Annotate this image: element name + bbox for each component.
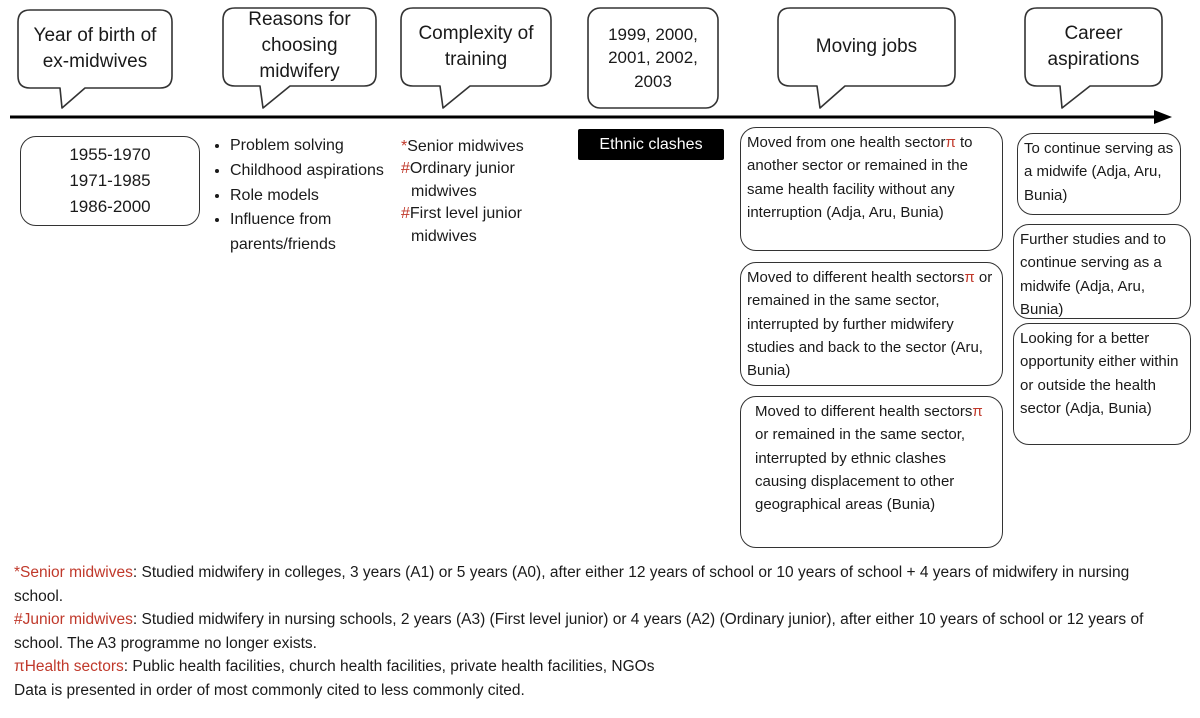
moving-text: or remained in the same sector, interrupted by ethnic clashes causing displacement to other geographical areas (Bunia) [755,426,966,513]
note-order: Data is presented in order of most commonly cited to less commonly cited. [14,681,525,699]
career-aspiration-box: Looking for a better opportunity either within or outside the health sector (Adja, Bunia) [1013,323,1191,445]
training-item [401,203,561,248]
health-sector-mark: π [972,403,983,420]
birth-year-item: 1955-1970 [69,145,151,164]
training-list [401,136,561,248]
career-aspiration-box: To continue serving as a midwife (Adja, Aru, Bunia) [1017,133,1181,215]
reason-item: • Influence from parents/friends [230,208,400,258]
moving-jobs-box [740,396,1003,548]
callout-reasons: Reasons for choosing midwifery [248,8,351,83]
reason-item: • Problem solving [230,134,400,159]
footnotes [14,561,1174,702]
health-sector-mark: π [945,134,956,151]
birth-years-box [20,136,200,226]
moving-text: to another sector or remained in the same health facility without any interruption (Adja, Aru, Bunia) [747,134,973,221]
training-mark: # [401,160,410,178]
callout-years: 1999, 2000, 2001, 2002, 2003 [608,24,698,91]
health-sector-mark: π [964,269,975,286]
timeline-arrowhead [1154,110,1172,124]
training-label: First level junior midwives [409,205,522,245]
training-label: Ordinary junior midwives [409,160,515,200]
training-item [401,158,561,203]
moving-text: Moved from one health sector [747,134,946,151]
callout-moving-jobs: Moving jobs [815,35,918,57]
reason-item: • Childhood aspirations [230,159,400,184]
note-junior [14,608,1174,655]
ethnic-clashes-badge: Ethnic clashes [578,129,724,160]
note-health-label: πHealth sectors [14,658,124,676]
training-item [401,136,561,158]
note-junior-label: #Junior midwives [14,611,133,629]
birth-year-item: 1971-1985 [69,171,151,190]
reason-item: • Role models [230,184,400,209]
note-junior-text: : Studied midwifery in nursing schools, 2 years (A3) (First level junior) or 4 years (A2) (Ordinary junior), after either 10 years of school or 12 years of school. The A3 programme no longer exists. [14,611,1144,652]
training-label: Senior midwives [407,138,524,155]
moving-jobs-box [740,262,1003,386]
callout-complexity: Complexity of training [418,22,534,70]
callout-year-of-birth: Year of birth of ex-midwives [33,24,157,72]
birth-year-item: 1986-2000 [69,197,151,216]
training-mark: # [401,205,410,223]
moving-text: or remained in the same sector, interrupted by further midwifery studies and back to the sector (Aru, Bunia) [747,269,993,379]
callout-career-aspirations: Career aspirations [1047,22,1140,70]
career-aspiration-box: Further studies and to continue serving as a midwife (Adja, Aru, Bunia) [1013,224,1191,319]
moving-jobs-box [740,127,1003,251]
note-health [14,655,1174,679]
moving-text: Moved to different health sectors [755,403,973,420]
moving-text: Moved to different health sectors [747,269,965,286]
note-senior-label: *Senior midwives [14,564,133,581]
note-health-text: : Public health facilities, church health facilities, private health facilities, NGOs [123,658,655,676]
note-senior-text: : Studied midwifery in colleges, 3 years (A1) or 5 years (A0), after either 12 years of school or 10 years of school + 4 years of midwifery in nursing school. [14,564,1130,605]
reasons-list [212,134,400,258]
note-senior [14,561,1174,608]
training-mark: * [401,138,408,155]
